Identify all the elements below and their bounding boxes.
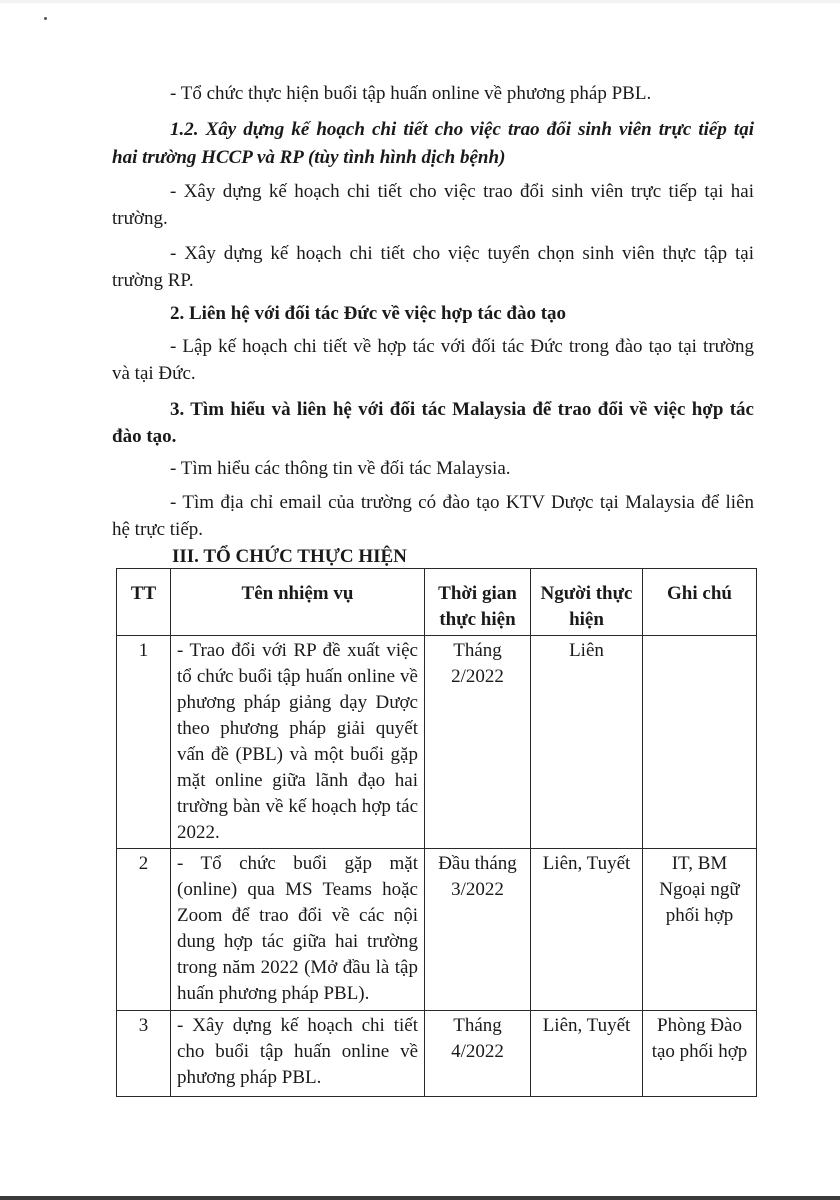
paragraph-germany-line1: - Lập kế hoạch chi tiết về hợp tác với đối tác Đức trong đào tạo tại trường bbox=[170, 336, 754, 357]
header-task: Tên nhiệm vụ bbox=[171, 569, 425, 636]
header-note: Ghi chú bbox=[643, 569, 757, 636]
row-task: - Trao đổi với RP đề xuất việc tổ chức buổi tập huấn online về phương pháp giảng dạy Dược theo phương pháp giải quyết vấn đề (PBL) và một buổi gặp mặt online giữa lãnh đạo hai trường bàn về kế hoạch hợp tác 2022. bbox=[171, 636, 425, 849]
scan-edge-bottom bbox=[0, 1196, 840, 1200]
paragraph-malaysia-email-line1: - Tìm địa chỉ email của trường có đào tạo KTV Dược tại Malaysia để liên bbox=[170, 492, 754, 513]
heading-3-line2: đào tạo. bbox=[112, 426, 177, 447]
row-person: Liên bbox=[531, 636, 643, 849]
row-number: 2 bbox=[117, 849, 171, 1011]
table-row bbox=[117, 1011, 757, 1097]
heading-1-2-line2: hai trường HCCP và RP (tùy tình hình dịch bệnh) bbox=[112, 147, 506, 168]
scan-speck bbox=[44, 17, 47, 20]
row-person: Liên, Tuyết bbox=[531, 1011, 643, 1097]
header-person: Người thực hiện bbox=[531, 569, 643, 636]
row-number: 1 bbox=[117, 636, 171, 849]
table-header-row bbox=[117, 569, 757, 636]
row-time: Đầu tháng 3/2022 bbox=[425, 849, 531, 1011]
implementation-table bbox=[116, 568, 757, 1097]
row-number: 3 bbox=[117, 1011, 171, 1097]
paragraph-malaysia-info: - Tìm hiểu các thông tin về đối tác Malaysia. bbox=[170, 458, 511, 479]
row-time: Tháng 2/2022 bbox=[425, 636, 531, 849]
row-person: Liên, Tuyết bbox=[531, 849, 643, 1011]
header-time: Thời gian thực hiện bbox=[425, 569, 531, 636]
table-row bbox=[117, 849, 757, 1011]
row-task: - Xây dựng kế hoạch chi tiết cho buổi tập huấn online về phương pháp PBL. bbox=[171, 1011, 425, 1097]
paragraph-malaysia-email-line2: hệ trực tiếp. bbox=[112, 519, 204, 540]
paragraph-pbl-training: - Tổ chức thực hiện buổi tập huấn online về phương pháp PBL. bbox=[170, 83, 652, 104]
heading-1-2-line1: 1.2. Xây dựng kế hoạch chi tiết cho việc trao đổi sinh viên trực tiếp tại bbox=[170, 119, 754, 140]
row-note bbox=[643, 636, 757, 849]
section-title: III. TỔ CHỨC THỰC HIỆN bbox=[172, 546, 407, 567]
paragraph-germany-line2: và tại Đức. bbox=[112, 363, 196, 384]
table-row bbox=[117, 636, 757, 849]
paragraph-selection-plan-line2: trường RP. bbox=[112, 270, 194, 291]
paragraph-exchange-plan-line1: - Xây dựng kế hoạch chi tiết cho việc trao đổi sinh viên trực tiếp tại hai bbox=[170, 181, 754, 202]
paragraph-selection-plan-line1: - Xây dựng kế hoạch chi tiết cho việc tuyển chọn sinh viên thực tập tại bbox=[170, 243, 754, 264]
scan-edge-top bbox=[0, 0, 840, 3]
heading-3-line1: 3. Tìm hiểu và liên hệ với đối tác Malaysia để trao đổi về việc hợp tác bbox=[170, 399, 754, 420]
row-note: IT, BM Ngoại ngữ phối hợp bbox=[643, 849, 757, 1011]
heading-2: 2. Liên hệ với đối tác Đức về việc hợp tác đào tạo bbox=[170, 303, 567, 324]
paragraph-exchange-plan-line2: trường. bbox=[112, 208, 168, 229]
header-tt: TT bbox=[117, 569, 171, 636]
row-time: Tháng 4/2022 bbox=[425, 1011, 531, 1097]
row-task: - Tổ chức buổi gặp mặt (online) qua MS Teams hoặc Zoom để trao đổi về các nội dung hợp tác giữa hai trường trong năm 2022 (Mở đầu là tập huấn phương pháp PBL). bbox=[171, 849, 425, 1011]
row-note: Phòng Đào tạo phối hợp bbox=[643, 1011, 757, 1097]
